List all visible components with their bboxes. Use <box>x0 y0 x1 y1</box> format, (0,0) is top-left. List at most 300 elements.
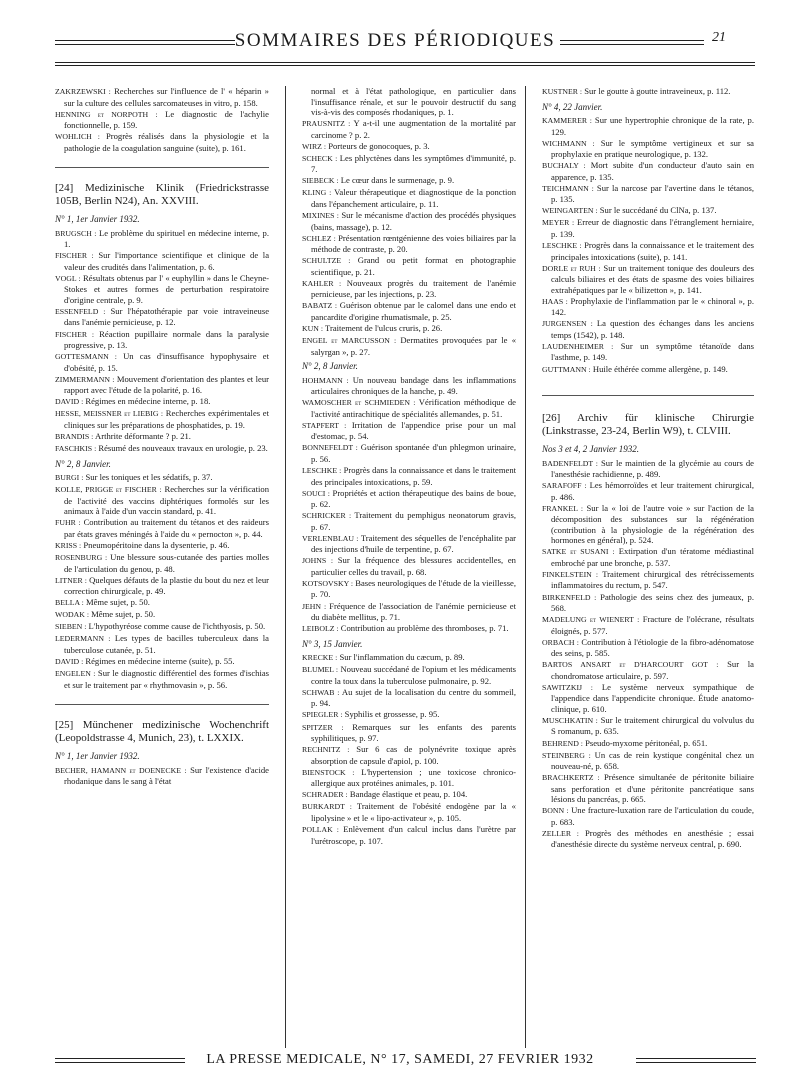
article-title: Traitement des séquelles de l'encéphalite par des injections d'huile de terpentine, p. 67. <box>311 532 517 555</box>
author-names: KAHLER : <box>302 278 342 288</box>
author-names: BONN : <box>542 806 569 816</box>
entry-list <box>302 375 516 635</box>
article-title: Enlèvement d'un calcul inclus dans l'urètre par l'urétroscope, p. 107. <box>311 824 516 846</box>
author-names: ZELLER : <box>542 828 579 838</box>
entry-list <box>542 115 754 375</box>
list-item <box>55 131 269 153</box>
author-names: STAPFERT : <box>302 420 347 430</box>
article-title: Les phlyctènes dans les symptômes d'immunité, p. 7. <box>311 152 516 175</box>
article-title: La question des échanges dans les anciens temps (1542), p. 148. <box>551 318 755 340</box>
article-title: Sur le goutte à goutte intraveineux, p. 112. <box>582 86 731 96</box>
author-names: MADELUNG et WIENERT : <box>542 615 640 625</box>
list-item <box>302 175 516 187</box>
article-title: Même sujet, p. 50. <box>83 597 150 608</box>
author-names: FASCHKIS : <box>55 444 97 454</box>
author-names: ENGELEN : <box>55 669 96 679</box>
article-title: Sur une hypertrophie chronique de la rate, p. 129. <box>551 115 755 137</box>
list-item <box>55 633 269 655</box>
issue-heading: N° 3, 15 Janvier. <box>302 638 363 649</box>
author-names: LEDERMANN : <box>55 634 111 644</box>
author-names: JEHN : <box>302 601 327 611</box>
article-title: Porteurs de gonocoques, p. 3. <box>326 140 430 151</box>
list-item <box>55 408 269 430</box>
page-footer <box>0 1052 800 1068</box>
issue-heading: Nos 3 et 4, 2 Janvier 1932. <box>542 444 639 455</box>
list-item <box>302 375 516 397</box>
author-names: SCHWAB : <box>302 687 340 697</box>
author-names: LEIBOLZ : <box>302 624 339 634</box>
article-title: Guérison obtenue par le calomel dans une endo et pancardite d'origine rhumatismale, p. 25. <box>311 300 516 322</box>
list-item <box>542 503 754 546</box>
author-names: BURGI : <box>55 473 84 483</box>
list-item <box>542 738 754 750</box>
list-item <box>302 141 516 153</box>
author-names: MUSCHKATIN : <box>542 715 598 725</box>
article-title: Résultats obtenus par l' « euphyllin » dans le Cheyne-Stokes et autres formes de perturbation respiratoire d'origine centrale, p. 9. <box>64 272 269 305</box>
article-title: Sur 6 cas de polynévrite toxique après absorption de capsule d'apiol, p. 100. <box>311 744 516 766</box>
author-names: WOHLICH : <box>55 132 100 142</box>
list-item <box>55 250 269 272</box>
list-item <box>302 323 516 335</box>
list-item <box>542 458 754 480</box>
column-3 <box>542 86 754 851</box>
list-item <box>55 273 269 306</box>
article-title: Un cas de rein kystique congénital chez un nouveau-né, p. 658. <box>551 749 754 772</box>
author-names: ORBACH : <box>542 637 579 647</box>
list-item <box>302 420 516 442</box>
author-names: FISCHER : <box>55 251 94 261</box>
author-names: BECHER, HAMANN et DOENECKE : <box>55 765 187 775</box>
list-item <box>55 228 269 250</box>
article-title: Traitement de l'obésité endogène par la « lipolysine » et le « lipo-activateur », p. 105. <box>311 801 516 823</box>
author-names: DAVID : <box>55 657 84 667</box>
entry-list <box>542 86 754 98</box>
article-title: Bandage élastique et peau, p. 104. <box>347 789 468 800</box>
list-item <box>55 109 269 131</box>
author-names: SAWITZKIJ : <box>542 682 593 692</box>
article-title: Pseudo-myxome péritonéal, p. 651. <box>582 737 708 748</box>
article-title: Guérison spontanée d'un phlegmon urinaire, p. 56. <box>311 442 516 464</box>
list-item <box>302 153 516 175</box>
list-item <box>542 183 754 205</box>
article-title: Sur le maintien de la glycémie au cours de l'anesthésie rachidienne, p. 489. <box>551 457 754 480</box>
article-title: Prophylaxie de l'inflammation par le « chinoral », p. 142. <box>551 295 755 318</box>
article-title: Réaction pupillaire normale dans la paralysie progressive, p. 13. <box>64 328 269 351</box>
article-title: Contribution au traitement du tétanos et des raideurs par états graves méningés à l'aide du « pernocton », p. 44. <box>64 517 269 539</box>
article-title: Remarques sur les enfants des parents syphilitiques, p. 97. <box>311 721 517 744</box>
author-names: JURGENSEN : <box>542 319 593 329</box>
author-names: BONNEFELDT : <box>302 443 358 453</box>
article-title: Sur la fréquence des blessures accidentelles, en particulier celles du travail, p. 68. <box>311 555 516 577</box>
article-title: normal et à l'état pathologique, en particulier dans l'insuffisance rénale, et sur le pouvoir destructif du sang vis-à-vis des composés rhodaniques, p. 1. <box>311 86 516 117</box>
column-1 <box>55 86 269 787</box>
article-title: Sur le traitement chirurgical du volvulus du S romanum, p. 635. <box>551 714 755 737</box>
author-names: HESSE, MEISSNER et LIEBIG : <box>55 409 164 419</box>
list-item <box>542 750 754 772</box>
author-names: VOGL : <box>55 273 81 283</box>
article-title: Régimes en médecine interne (suite), p. 55. <box>83 656 235 667</box>
list-item <box>302 722 516 744</box>
article-title: Fracture de l'olécrane, résultats éloignés, p. 577. <box>551 614 754 636</box>
article-title: Présentation rœntgénienne des voies biliaires par la méthode de contraste, p. 20. <box>311 232 516 255</box>
list-item <box>55 431 269 443</box>
list-item <box>302 652 516 664</box>
article-title: Le problème du spirituel en médecine interne, p. 1. <box>64 227 269 250</box>
list-item <box>302 233 516 255</box>
list-item <box>55 306 269 328</box>
author-names: POLLAK : <box>302 825 339 834</box>
article-title: Régimes en médecine interne, p. 18. <box>83 396 211 407</box>
article-title: Traitement de l'ulcus cruris, p. 26. <box>323 323 443 334</box>
author-names: KUSTNER : <box>542 87 583 96</box>
list-item <box>302 442 516 464</box>
author-names: BARTOS ANSART et D'HARCOURT GOT : <box>542 660 719 670</box>
author-names: BLUMEL : <box>302 665 339 675</box>
header-rule-right <box>560 40 704 45</box>
list-item <box>55 575 269 597</box>
author-names: WICHMANN : <box>542 138 595 148</box>
author-names: ZAKRZEWSKI : <box>55 87 111 96</box>
issue-heading: N° 2, 8 Janvier. <box>302 361 358 372</box>
journal-heading-26: [26] Archiv für klinische Chirurgie (Linkstrasse, 23-24, Berlin W9), t. CLVIII. <box>542 412 754 438</box>
issue-heading: N° 1, 1er Janvier 1932. <box>55 751 140 762</box>
list-item <box>55 597 269 609</box>
article-title: Recherches expérimentales et cliniques sur les préparations de phosphatides, p. 19. <box>64 408 269 430</box>
article-title: Dermatites provoquées par le « salyrgan », p. 27. <box>311 335 516 357</box>
author-names: BURKARDT : <box>302 802 352 812</box>
author-names: JOHNS : <box>302 556 333 566</box>
author-names: GOTTESMANN : <box>55 352 117 362</box>
list-item <box>302 335 516 357</box>
list-item <box>302 300 516 322</box>
list-item <box>302 744 516 766</box>
section-separator <box>542 395 754 396</box>
list-item <box>302 488 516 510</box>
author-names: KUN : <box>302 324 324 334</box>
author-names: FUHR : <box>55 518 81 528</box>
list-item <box>542 240 754 262</box>
author-names: FINKELSTEIN : <box>542 569 599 579</box>
issue-heading: N° 1, 1er Janvier 1932. <box>55 214 140 225</box>
article-title: Arthrite déformante ? p. 21. <box>93 431 191 442</box>
journal-heading-25: [25] Münchener medizinische Wochenchrift (Leopoldstrasse 4, Munich, 23), t. LXXIX. <box>55 719 269 745</box>
list-item <box>55 540 269 552</box>
list-item <box>302 255 516 277</box>
author-names: DAVID : <box>55 397 84 407</box>
header-rule-bottom <box>55 62 755 66</box>
entry-list <box>55 86 269 153</box>
list-item <box>302 555 516 577</box>
list-item <box>302 465 516 487</box>
article-title: Au sujet de la localisation du centre du sommeil, p. 94. <box>311 686 516 709</box>
article-title: Une blessure sous-cutanée des parties molles de l'articulation du genou, p. 48. <box>64 552 270 574</box>
article-title: Sur l'existence d'acide rhodanique dans le sang à l'état <box>64 764 269 787</box>
author-names: WODAK : <box>55 610 89 620</box>
article-title: Pathologie des seins chez des jumeaux, p. 568. <box>551 591 754 613</box>
author-names: DORLE et RUH : <box>542 263 601 273</box>
list-item <box>55 621 269 633</box>
author-names: BRACHKERTZ : <box>542 773 600 783</box>
list-item <box>302 789 516 801</box>
list-item <box>302 664 516 686</box>
article-title: Y a-t-il une augmentation de la mortalité par carcinome ? p. 2. <box>311 118 516 140</box>
author-names: BELLA : <box>55 598 84 608</box>
article-title: Sur le diagnostic différentiel des formes d'ischias et sur le traitement par « rhythmovasin », p. 56. <box>64 668 269 690</box>
author-names: GUTTMANN : <box>542 364 591 374</box>
list-item <box>542 318 754 340</box>
author-names: BADENFELDT : <box>542 458 598 468</box>
author-names: MIXINES : <box>302 211 339 221</box>
journal-heading-24: [24] Medizinische Klinik (Friedrickstrasse 105B, Berlin N24), An. XXVIII. <box>55 182 269 208</box>
entry-list <box>302 652 516 846</box>
list-item <box>302 687 516 709</box>
author-names: WIRZ : <box>302 141 327 151</box>
list-item <box>542 569 754 591</box>
entry-list <box>302 86 516 357</box>
article-title: Contribution au problème des thromboses, p. 71. <box>338 623 509 634</box>
author-names: SCHULTZE : <box>302 256 351 266</box>
author-names: TEICHMANN : <box>542 183 594 193</box>
article-title: Une fracture-luxation rare de l'articulation du coude, p. 683. <box>551 805 754 827</box>
article-title: Progrès dans la connaissance et le traitement des principales intoxications (suite), p. 141. <box>551 240 754 262</box>
article-title: Sur la narcose par l'avertine dans le tétanos, p. 135. <box>551 182 754 205</box>
author-names: KOTSOVSKY : <box>302 578 354 588</box>
list-item <box>542 160 754 182</box>
article-title: Un nouveau bandage dans les inflammations articulaires chroniques de la hanche, p. 49. <box>311 374 516 397</box>
article-title: Recherches sur la vérification de l'activité des vaccins diphtériques formolés sur les animaux à l'aide d'un vaccin standard, p. 41. <box>64 484 269 517</box>
author-names: SCHECK : <box>302 153 338 163</box>
article-title: Résumé des nouveaux travaux en urologie, p. 23. <box>96 443 268 454</box>
article-title: Valeur thérapeutique et diagnostique de la ponction dans l'épanchement articulaire, p. 11. <box>311 187 516 209</box>
list-item <box>302 278 516 300</box>
article-title: Sur l'inflammation du cæcum, p. 89. <box>337 652 465 663</box>
list-item <box>55 396 269 408</box>
article-title: Bases neurologiques de l'étude de la vieillesse, p. 70. <box>311 577 517 600</box>
article-title: Sur l'importance scientifique et clinique de la valeur des crudités dans l'alimentation, p. 6. <box>64 250 270 272</box>
author-names: SIEBEN : <box>55 622 87 632</box>
author-names: SCHLEZ : <box>302 233 336 243</box>
author-names: SPIEGLER : <box>302 710 343 720</box>
list-item <box>55 329 269 351</box>
author-names: SCHRADER : <box>302 790 348 800</box>
list-item <box>55 765 269 787</box>
column-2 <box>302 86 516 847</box>
author-names: KAMMERER : <box>542 116 592 125</box>
article-title: Le cœur dans le surmenage, p. 9. <box>338 175 455 186</box>
article-title: Sur un traitement tonique des douleurs des calculs biliaires et des états de spasme des voies biliaires extrahépatiques par le « bilizetton », p. 141. <box>551 262 754 295</box>
list-item <box>55 472 269 484</box>
article-title: Le système nerveux sympathique de l'appendice dans l'appendicite chronique. Étude anatomo-clinique, p. 610. <box>551 681 754 714</box>
list-item <box>542 592 754 614</box>
article-title: Même sujet, p. 50. <box>89 609 156 620</box>
list-item <box>55 443 269 455</box>
article-title: Contribution à l'étiologie de la fibro-adénomatose des seins, p. 585. <box>551 636 754 659</box>
author-names: ROSENBURG : <box>55 553 108 562</box>
article-title: Les hémorroïdes et leur traitement chirurgical, p. 486. <box>551 480 754 502</box>
article-title: Sur le succédané du ClNa, p. 137. <box>597 205 717 216</box>
article-title: Pneumopéritoine dans la dysenterie, p. 46. <box>81 539 230 550</box>
list-item <box>542 341 754 363</box>
article-title: L'hypertension ; une toxicose chronico-allergique aux protéines animales, p. 101. <box>311 766 516 789</box>
list-item <box>302 533 516 555</box>
article-title: Mort subite d'un conducteur d'auto sain en apparence, p. 135. <box>551 160 755 182</box>
article-title: Fréquence de l'association de l'anémie pernicieuse et du diabète mellitus, p. 71. <box>311 600 516 623</box>
author-names: SCHRICKER : <box>302 511 352 521</box>
article-title: Vérification méthodique de l'activité antirachitique de spécialités allemandes, p. 51. <box>311 397 516 419</box>
list-item <box>542 115 754 137</box>
issue-heading: N° 2, 8 Janvier. <box>55 458 111 469</box>
article-title: Traitement du pemphigus neonatorum gravis, p. 67. <box>311 510 516 532</box>
list-item <box>542 480 754 502</box>
author-names: BIENSTOCK : <box>302 767 355 777</box>
article-title: Sur un symptôme tétanoïde dans l'asthme, p. 149. <box>551 340 754 363</box>
article-title: Nouveaux progrès du traitement de l'anémie pernicieuse, par les injections, p. 23. <box>311 277 517 300</box>
author-names: ESSENFELD : <box>55 306 106 316</box>
article-title: Progrès dans la connaissance et dans le traitement des principales intoxications, p. 59. <box>311 465 516 487</box>
author-names: KRISS : <box>55 540 82 550</box>
list-item <box>302 210 516 232</box>
article-title: Un cas d'insuffisance hypophysaire et d'obésité, p. 15. <box>64 351 270 373</box>
article-title: Extirpation d'un tératome médiastinal embroché par une bronche, p. 537. <box>551 546 754 568</box>
article-title: Propriétés et action thérapeutique des bains de boue, p. 62. <box>311 487 516 510</box>
list-item <box>302 578 516 600</box>
column-divider-2 <box>525 86 526 1048</box>
author-names: LAUDENHEIMER : <box>542 341 614 351</box>
author-names: VERLENBLAU : <box>302 533 359 543</box>
list-item <box>302 767 516 789</box>
article-title: Traitement chirurgical des rétrécissements inflammatoires du rectum, p. 547. <box>551 568 754 591</box>
list-item <box>542 772 754 805</box>
list-item <box>55 609 269 621</box>
list-item <box>542 637 754 659</box>
author-names: SATKE et SUSANI : <box>542 547 615 557</box>
article-title: Grand ou petit format en photographie scientifique, p. 21. <box>311 255 516 277</box>
section-separator <box>55 167 269 168</box>
list-item <box>302 601 516 623</box>
author-names: BUCHALY : <box>542 161 586 171</box>
author-names: STEINBERG : <box>542 750 591 760</box>
author-names: WEINGARTEN : <box>542 206 598 216</box>
list-item <box>302 824 516 846</box>
author-names: RECHNITZ : <box>302 745 350 755</box>
list-item <box>542 715 754 737</box>
article-title: Sur la « loi de l'autre voie » sur l'action de la décomposition des substances sur la régénération (contribution à la physiologie de la régénération des hormones en général), p. 524. <box>551 502 754 546</box>
author-names: LITNER : <box>55 575 87 585</box>
page-number: 21 <box>712 30 726 45</box>
author-names: KLING : <box>302 188 332 198</box>
article-title: Le diagnostic de l'achylie fonctionnelle, p. 159. <box>64 108 269 131</box>
author-names: HAAS : <box>542 296 568 306</box>
entry-list <box>55 472 269 690</box>
list-item <box>302 397 516 419</box>
article-title: Mouvement d'orientation des plantes et leur rapport avec l'étude de la polarité, p. 16. <box>64 373 269 396</box>
author-names: KRECKE : <box>302 653 338 663</box>
entry-list <box>55 228 269 455</box>
article-title: Irritation de l'appendice prise pour un mal d'estomac, p. 54. <box>311 419 516 442</box>
author-names: HENNING et NORPOTH : <box>55 109 158 119</box>
list-item <box>55 668 269 690</box>
article-title: Sur les toniques et les sédatifs, p. 37. <box>83 472 213 483</box>
list-item <box>542 86 754 98</box>
author-names: MEYER : <box>542 218 575 228</box>
author-names: LESCHKE : <box>302 466 342 475</box>
list-item <box>55 656 269 668</box>
list-item <box>55 517 269 539</box>
author-names: SIEBECK : <box>302 176 339 186</box>
list-item <box>302 709 516 721</box>
article-title: L'hypothyréose comme cause de l'ichthyosis, p. 50. <box>86 621 266 632</box>
article-title: Sur l'hépatothérapie par voie intraveineuse dans l'anémie pernicieuse, p. 12. <box>64 305 270 328</box>
list-item <box>302 801 516 823</box>
entry-list <box>55 765 269 787</box>
author-names: FISCHER : <box>55 329 95 339</box>
list-item <box>542 296 754 318</box>
list-item <box>302 86 516 118</box>
list-item <box>55 351 269 373</box>
article-title: Sur le mécanisme d'action des procédés physiques (bains, massage), p. 12. <box>311 210 516 232</box>
author-names: BRUGSCH : <box>55 228 97 238</box>
footer-text: LA PRESSE MEDICALE, N° 17, SAMEDI, 27 FEVRIER 1932 <box>200 1052 599 1068</box>
page-title: SOMMAIRES DES PÉRIODIQUES <box>234 30 556 51</box>
entry-list <box>542 458 754 850</box>
list-item <box>302 623 516 635</box>
list-item <box>302 118 516 140</box>
list-item <box>542 138 754 160</box>
author-names: SOUCI : <box>302 488 330 498</box>
author-names: HOHMANN : <box>302 375 349 385</box>
article-title: Quelques défauts de la plastie du bout du nez et leur correction chirurgicale, p. 49. <box>64 574 269 597</box>
author-names: ZIMMERMANN : <box>55 374 115 384</box>
article-title: Présence simultanée de péritonite biliaire sans perforation et d'une péritonite pancréatique sans lésions du pancréas, p. 665. <box>551 772 754 805</box>
author-names: FRANKEL : <box>542 503 584 513</box>
list-item <box>55 374 269 396</box>
list-item <box>55 86 269 108</box>
article-title: Erreur de diagnostic dans l'étranglement herniaire, p. 139. <box>551 217 754 239</box>
author-names: BIRKENFELD : <box>542 592 597 602</box>
author-names: ENGEL et MARCUSSON : <box>302 336 397 346</box>
list-item <box>55 552 269 574</box>
list-item <box>302 187 516 209</box>
list-item <box>542 364 754 376</box>
author-names: KOLLE, PRIGGE et FISCHER : <box>55 485 162 495</box>
list-item <box>542 205 754 217</box>
article-title: Sur le symptôme vertigineux et sur sa prophylaxie en pratique neurologique, p. 132. <box>551 137 754 160</box>
article-title: Syphilis et grossesse, p. 95. <box>342 709 440 720</box>
author-names: LESCHKE : <box>542 241 582 251</box>
author-names: BABATZ : <box>302 301 338 311</box>
author-names: PRAUSNITZ : <box>302 119 351 129</box>
list-item <box>55 484 269 517</box>
list-item <box>542 546 754 568</box>
article-title: Sur la chondromatose articulaire, p. 597. <box>551 659 754 681</box>
article-title: Progrès réalisés dans la physiologie et la pathologie de la coagulation sanguine (suite), p. 161. <box>64 131 269 153</box>
list-item <box>542 828 754 850</box>
column-divider-1 <box>285 86 286 1048</box>
article-title: Recherches sur l'influence de l' « héparin » sur la culture des cellules sarcomateuses in vitro, p. 158. <box>64 86 269 108</box>
article-title: Les types de bacilles tuberculeux dans la tuberculose cutanée, p. 51. <box>64 633 269 655</box>
list-item <box>542 659 754 681</box>
section-separator <box>55 704 269 705</box>
list-item <box>542 805 754 827</box>
author-names: SPITZER : <box>302 722 344 732</box>
article-title: Progrès des méthodes en anesthésie ; essai d'anesthésie directe du système nerveux central, p. 690. <box>551 827 754 850</box>
author-names: BRANDIS : <box>55 432 94 442</box>
article-title: Nouveau succédané de l'opium et les médicaments contre la toux dans la tuberculose pulmonaire, p. 92. <box>311 664 516 686</box>
author-names: WAMOSCHER et SCHMIEDEN : <box>302 398 416 408</box>
issue-heading: N° 4, 22 Janvier. <box>542 101 603 112</box>
article-title: Huile éthérée comme allergène, p. 149. <box>590 363 728 374</box>
list-item <box>542 682 754 715</box>
